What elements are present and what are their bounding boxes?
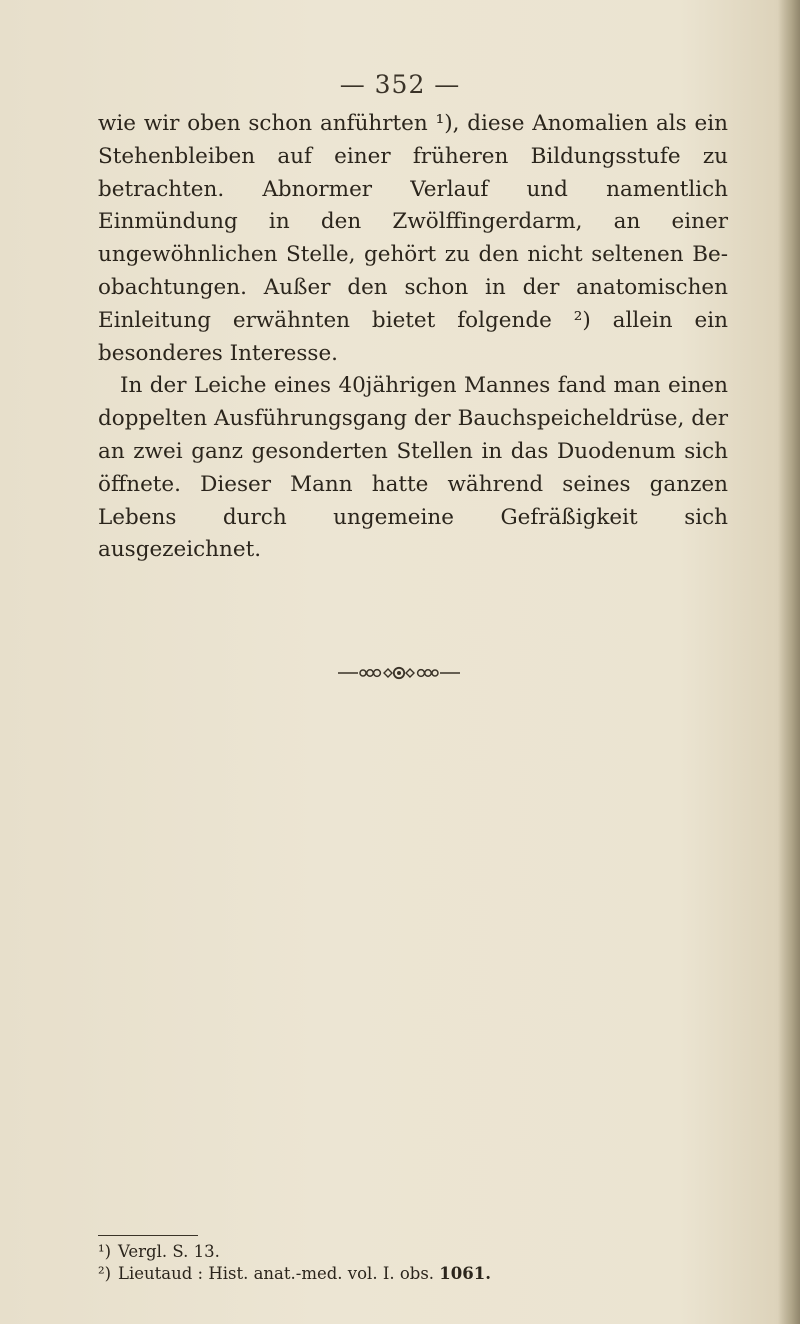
footnotes [98, 1241, 738, 1285]
footnote-2 [98, 1263, 738, 1285]
footnote-text: Lieutaud : Hist. anat.-med. vol. I. obs. [118, 1264, 435, 1283]
page-number: — 352 — [339, 70, 461, 99]
paragraph-2: In der Leiche eines 40jährigen Mannes fand man einen doppelten Ausführungsgang der Bauchspeicheldrüse, der an zwei ganz gesonderten Stellen in das Duodenum sich öffnete. Dieser Mann hatte während seines ganzen Lebens durch ungemeine Gefräßigkeit sich ausgezeichnet. [98, 373, 728, 563]
page-edge-shadow [778, 0, 800, 1324]
footnote-marker: ¹) [98, 1242, 112, 1261]
footnote-text: Vergl. S. 13. [118, 1242, 220, 1261]
paragraph-1: wie wir oben schon anführten ¹), diese Anomalien als ein Stehenbleiben auf einer früheren Bildungsstufe zu betrachten. Abnormer Verlauf und namentlich Einmündung in den Zwölffingerdarm, an einer ungewöhnlichen Stelle, gehört zu den nicht seltenen Beobachtungen. Außer den schon in der anatomischen Einleitung erwähnten bietet folgende ²) allein ein besonderes Interesse. [98, 111, 728, 366]
ornamental-divider [338, 666, 460, 680]
footnote-rule [98, 1235, 198, 1236]
footnote-1 [98, 1241, 738, 1263]
body-text [98, 108, 728, 567]
footnote-marker: ²) [98, 1264, 112, 1283]
footnote-observation-number: 1061. [439, 1264, 491, 1283]
